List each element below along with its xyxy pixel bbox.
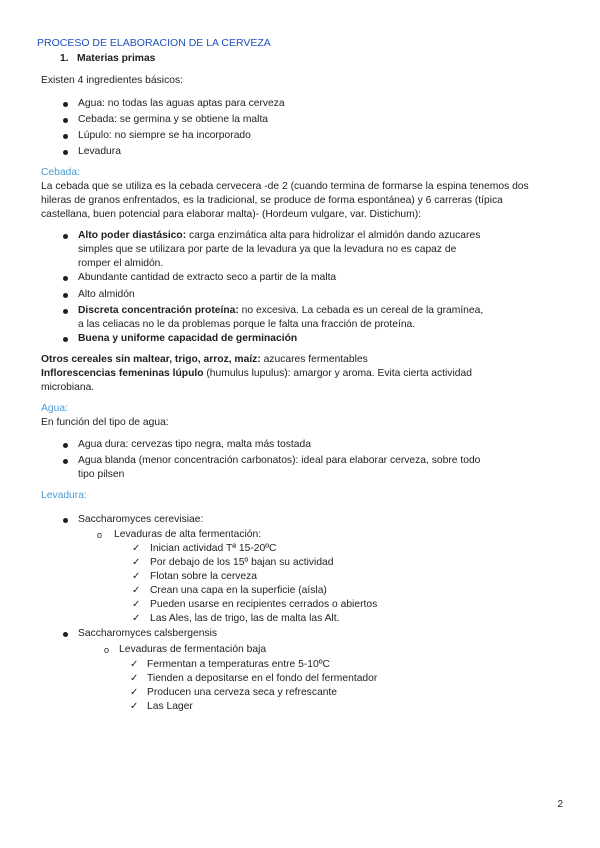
inline-bold: Inflorescencias femeninas lúpulo [41, 368, 204, 379]
check-icon: ✓ [132, 585, 141, 596]
check-item: Crean una capa en la superficie (aísla) [150, 585, 327, 596]
paragraph-line: La cebada que se utiliza es la cebada cervecera -de 2 (cuando termina de formarse la espina tenemos dos [41, 181, 529, 192]
check-icon: ✓ [130, 701, 139, 712]
bullet-icon [63, 293, 68, 298]
page-number: 2 [557, 799, 563, 810]
list-item-continuation: simples que se utilizara por parte de la levadura ya que la levadura no es capaz de [78, 244, 457, 255]
check-item: Por debajo de los 15º bajan su actividad [150, 557, 334, 568]
paragraph-line: En función del tipo de agua: [41, 417, 169, 428]
section-heading-cebada: Cebada: [41, 167, 80, 178]
list-item-continuation: tipo pilsen [78, 469, 125, 480]
list-item [78, 229, 480, 243]
paragraph-line: microbiana. [41, 382, 95, 393]
check-item: Fermentan a temperaturas entre 5-10ºC [147, 659, 330, 670]
sub-list-item: Levaduras de fermentación baja [119, 644, 267, 655]
paragraph-line: castellana, buen potencial para elaborar malta)- (Hordeum vulgare, var. Distichum): [41, 209, 422, 220]
check-icon: ✓ [132, 571, 141, 582]
document-title: PROCESO DE ELABORACION DE LA CERVEZA [37, 37, 271, 49]
list-item-continuation: romper el almidón. [78, 258, 164, 269]
list-item-text: carga enzimática alta para hidrolizar el almidón dando azucares [186, 230, 481, 241]
bullet-icon [63, 150, 68, 155]
bullet-icon [63, 234, 68, 239]
inline-text: (humulus lupulus): amargor y aroma. Evita cierta actividad [203, 368, 472, 379]
list-item [78, 304, 483, 318]
check-icon: ✓ [132, 557, 141, 568]
list-item: Agua: no todas las aguas aptas para cerveza [78, 98, 285, 109]
list-item-bold: Alto poder diastásico: [78, 230, 187, 241]
list-item: Levadura [78, 146, 121, 157]
circle-bullet-icon: o [104, 645, 110, 655]
check-icon: ✓ [132, 613, 141, 624]
check-icon: ✓ [130, 659, 139, 670]
list-item: Lúpulo: no siempre se ha incorporado [78, 130, 251, 141]
sub-list-item: Levaduras de alta fermentación: [114, 529, 262, 540]
paragraph-line: hileras de granos enfrentados, es la tradicional, se produce de forma espontánea) y 6 carreras (típica [41, 195, 503, 206]
check-item: Pueden usarse en recipientes cerrados o abiertos [150, 599, 378, 610]
list-item: Agua dura: cervezas tipo negra, malta más tostada [78, 439, 311, 450]
section-heading-agua: Agua: [41, 403, 68, 414]
section-heading-number: 1. [60, 53, 69, 64]
check-icon: ✓ [130, 673, 139, 684]
list-item-bold: Discreta concentración proteína: [78, 305, 239, 316]
check-icon: ✓ [130, 687, 139, 698]
check-item: Tienden a depositarse en el fondo del fermentador [147, 673, 378, 684]
inline-bold: Otros cereales sin maltear, trigo, arroz, maíz: [41, 354, 261, 365]
bullet-icon [63, 118, 68, 123]
check-item: Las Ales, las de trigo, las de malta las Alt. [150, 613, 340, 624]
check-item: Flotan sobre la cerveza [150, 571, 258, 582]
check-icon: ✓ [132, 599, 141, 610]
list-item: Buena y uniforme capacidad de germinación [78, 333, 298, 344]
bullet-icon [63, 459, 68, 464]
intro-text: Existen 4 ingredientes básicos: [41, 75, 183, 86]
list-item-continuation: a las celiacas no le da problemas porque le falta una fracción de proteína. [78, 319, 416, 330]
list-item: Agua blanda (menor concentración carbonatos): ideal para elaborar cerveza, sobre todo [78, 455, 481, 466]
check-item: Las Lager [147, 701, 193, 712]
section-heading-materias-primas: Materias primas [77, 53, 156, 64]
bullet-icon [63, 276, 68, 281]
check-item: Inician actividad Tª 15-20ºC [150, 543, 277, 554]
bullet-icon [63, 337, 68, 342]
check-item: Producen una cerveza seca y refrescante [147, 687, 338, 698]
paragraph-line [41, 353, 368, 367]
bullet-icon [63, 309, 68, 314]
check-icon: ✓ [132, 543, 141, 554]
section-heading-levadura: Levadura: [41, 490, 87, 501]
list-item: Cebada: se germina y se obtiene la malta [78, 114, 269, 125]
bullet-icon [63, 134, 68, 139]
bullet-icon [63, 102, 68, 107]
list-item: Abundante cantidad de extracto seco a partir de la malta [78, 272, 337, 283]
list-item-text: no excesiva. La cebada es un cereal de la gramínea, [238, 305, 484, 316]
inline-text: azucares fermentables [260, 354, 368, 365]
bullet-icon [63, 518, 68, 523]
bullet-icon [63, 632, 68, 637]
bullet-icon [63, 443, 68, 448]
list-item: Saccharomyces calsbergensis [78, 628, 218, 639]
list-item: Alto almidón [78, 289, 135, 300]
circle-bullet-icon: o [97, 530, 103, 540]
list-item: Saccharomyces cerevisiae: [78, 514, 204, 525]
paragraph-line [41, 367, 472, 381]
